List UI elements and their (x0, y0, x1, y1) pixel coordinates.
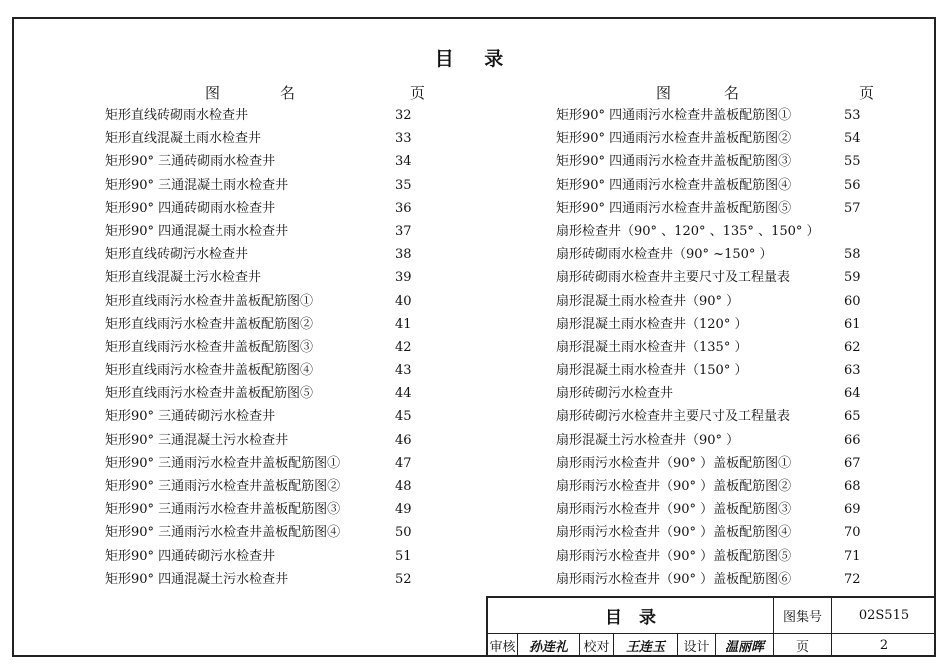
toc-entry-name: 矩形直线雨污水检查井盖板配筋图② (105, 316, 314, 332)
toc-column-right (556, 82, 874, 591)
toc-entry (105, 290, 425, 313)
toc-entry-page: 57 (844, 200, 861, 216)
toc-entry-name: 扇形混凝土污水检查井（90° ） (556, 432, 740, 448)
toc-entry-name: 矩形90° 三通雨污水检查井盖板配筋图① (105, 455, 341, 471)
toc-entry (105, 405, 425, 428)
toc-entry-name: 矩形直线雨污水检查井盖板配筋图④ (105, 363, 314, 379)
toc-entry-page: 67 (844, 455, 861, 471)
toc-entry (105, 475, 425, 498)
toc-entry-page: 41 (395, 316, 412, 332)
toc-entry (556, 290, 874, 313)
toc-entry-page: 49 (395, 502, 412, 518)
toc-entry-page: 35 (395, 177, 412, 193)
toc-entry (105, 359, 425, 382)
toc-entry-page: 68 (844, 479, 861, 494)
toc-entry-page: 53 (844, 108, 861, 123)
check-label: 校对 (580, 634, 614, 657)
toc-entry (105, 568, 425, 591)
toc-entry-name: 扇形砖砌污水检查井主要尺寸及工程量表 (556, 409, 791, 425)
toc-entry-page: 48 (395, 479, 412, 494)
toc-entry-name: 矩形直线砖砌污水检查井 (105, 247, 249, 263)
atlas-number-label: 图集号 (774, 598, 832, 634)
atlas-number: 02S515 (832, 598, 936, 634)
toc-entry (105, 174, 425, 197)
design-label: 设计 (678, 634, 716, 657)
toc-entry-name: 扇形雨污水检查井（90° ）盖板配筋图⑥ (556, 571, 792, 587)
toc-entry-name: 矩形90° 四通砖砌污水检查井 (105, 548, 276, 564)
header-page: 页 (858, 84, 874, 102)
check-signature: 王连玉 (614, 634, 678, 657)
toc-entry (105, 336, 425, 359)
toc-entry (556, 452, 874, 475)
toc-entry (556, 313, 874, 336)
toc-entry-name: 扇形砖砌雨水检查井主要尺寸及工程量表 (556, 270, 791, 286)
column-header (105, 82, 425, 104)
toc-entry-name: 矩形90° 四通砖砌雨水检查井 (105, 200, 276, 216)
title-block (486, 596, 936, 657)
toc-entry-name: 矩形90° 四通混凝土污水检查井 (105, 571, 289, 587)
toc-entry (556, 150, 874, 173)
toc-entry-page: 65 (844, 409, 861, 425)
toc-entry-name: 矩形90° 三通砖砌污水检查井 (105, 409, 276, 425)
toc-entry-page: 32 (395, 108, 412, 123)
toc-entry-page: 52 (395, 571, 412, 587)
toc-entry-page: 34 (395, 154, 412, 170)
toc-entry-page: 39 (395, 270, 412, 286)
header-name-char-2: 名 (724, 84, 740, 102)
toc-entry (105, 243, 425, 266)
toc-entry-page: 43 (395, 363, 412, 379)
toc-entry (556, 220, 874, 243)
toc-entry (556, 568, 874, 591)
title-block-title: 目 录 (488, 598, 774, 634)
toc-entry-name: 扇形雨污水检查井（90° ）盖板配筋图① (556, 455, 792, 471)
toc-entry (556, 498, 874, 521)
toc-entry-name: 矩形直线混凝土雨水检查井 (105, 131, 262, 147)
toc-entry-name: 扇形雨污水检查井（90° ）盖板配筋图④ (556, 525, 792, 541)
toc-entry-name: 扇形混凝土雨水检查井（90° ） (556, 293, 740, 309)
toc-entry (105, 197, 425, 220)
toc-entry-name: 矩形直线雨污水检查井盖板配筋图① (105, 293, 314, 309)
toc-entry-name: 扇形砖砌雨水检查井（90° ~150° ） (556, 247, 773, 263)
toc-entry-page: 60 (844, 293, 861, 309)
toc-entry (105, 452, 425, 475)
toc-entry (556, 243, 874, 266)
toc-entry-page: 42 (395, 339, 412, 355)
toc-list-left (105, 104, 425, 591)
page-number: 2 (879, 638, 889, 653)
toc-entry-name: 矩形90° 四通雨污水检查井盖板配筋图⑤ (556, 200, 792, 216)
review-label: 审核 (488, 634, 518, 657)
toc-entry-page: 69 (844, 502, 861, 518)
toc-entry-page: 44 (395, 386, 412, 402)
toc-entry-name: 扇形砖砌污水检查井 (556, 386, 674, 402)
toc-entry-name: 矩形90° 四通雨污水检查井盖板配筋图① (556, 108, 792, 123)
header-name-char-1: 图 (205, 84, 221, 102)
toc-entry-name: 扇形混凝土雨水检查井（150° ） (556, 363, 748, 379)
toc-entry (556, 475, 874, 498)
toc-entry (556, 521, 874, 544)
toc-entry (556, 266, 874, 289)
toc-entry-name: 矩形直线混凝土污水检查井 (105, 270, 262, 286)
toc-entry-name: 扇形雨污水检查井（90° ）盖板配筋图② (556, 479, 792, 494)
toc-entry (105, 150, 425, 173)
toc-entry-name: 矩形90° 四通混凝土雨水检查井 (105, 223, 289, 239)
design-signature: 温丽晖 (716, 634, 774, 657)
toc-entry-name: 矩形90° 三通砖砌雨水检查井 (105, 154, 276, 170)
toc-entry (105, 382, 425, 405)
toc-entry-page: 59 (844, 270, 861, 286)
toc-entry (556, 405, 874, 428)
toc-entry-name: 矩形90° 三通雨污水检查井盖板配筋图④ (105, 525, 341, 541)
review-signature: 孙连礼 (518, 634, 580, 657)
toc-entry (105, 127, 425, 150)
column-header (556, 82, 874, 104)
toc-entry-page: 61 (844, 316, 861, 332)
toc-entry-page: 63 (844, 363, 861, 379)
toc-entry (556, 382, 874, 405)
toc-column-left (105, 82, 425, 591)
toc-entry-page: 51 (395, 548, 412, 564)
toc-entry-page: 47 (395, 455, 412, 471)
toc-entry-name: 扇形雨污水检查井（90° ）盖板配筋图⑤ (556, 548, 792, 564)
toc-entry (105, 429, 425, 452)
toc-entry-name: 矩形直线雨污水检查井盖板配筋图⑤ (105, 386, 314, 402)
toc-entry-name: 扇形混凝土雨水检查井（120° ） (556, 316, 748, 332)
header-name-char-1: 图 (656, 84, 672, 102)
toc-entry-page: 56 (844, 177, 861, 193)
toc-list-right (556, 104, 874, 591)
toc-entry (105, 313, 425, 336)
toc-entry (556, 359, 874, 382)
toc-entry-page: 50 (395, 525, 412, 541)
toc-entry-page: 64 (844, 386, 861, 402)
toc-entry-page: 66 (844, 432, 861, 448)
toc-entry-page: 70 (844, 525, 861, 541)
toc-entry (556, 127, 874, 150)
toc-entry-page: 62 (844, 339, 861, 355)
toc-entry-name: 扇形混凝土雨水检查井（135° ） (556, 339, 748, 355)
toc-entry (105, 521, 425, 544)
page-title: 目 录 (434, 48, 516, 70)
toc-entry (556, 197, 874, 220)
toc-entry-page: 36 (395, 200, 412, 216)
toc-entry-name: 矩形90° 四通雨污水检查井盖板配筋图③ (556, 154, 792, 170)
toc-entry-name: 矩形90° 四通雨污水检查井盖板配筋图② (556, 131, 792, 147)
toc-entry-name: 扇形雨污水检查井（90° ）盖板配筋图③ (556, 502, 792, 518)
header-name-char-2: 名 (280, 84, 296, 102)
toc-entry-page: 37 (395, 223, 412, 239)
toc-entry (556, 336, 874, 359)
toc-entry (105, 545, 425, 568)
toc-entry (105, 104, 425, 127)
toc-entry-name: 矩形90° 三通雨污水检查井盖板配筋图② (105, 479, 341, 494)
toc-entry-page: 45 (395, 409, 412, 425)
toc-entry-page: 72 (844, 571, 861, 587)
toc-entry-name: 矩形90° 四通雨污水检查井盖板配筋图④ (556, 177, 792, 193)
toc-entry-page: 40 (395, 293, 412, 309)
toc-entry-name: 矩形90° 三通混凝土雨水检查井 (105, 177, 289, 193)
toc-entry-page: 33 (395, 131, 412, 147)
toc-entry-name: 矩形90° 三通雨污水检查井盖板配筋图③ (105, 502, 341, 518)
toc-entry-page: 54 (844, 131, 861, 147)
toc-entry (556, 545, 874, 568)
toc-entry-name: 矩形直线雨污水检查井盖板配筋图③ (105, 339, 314, 355)
header-page: 页 (409, 84, 425, 102)
toc-entry (105, 220, 425, 243)
toc-entry-page: 46 (395, 432, 412, 448)
toc-entry-page: 58 (844, 247, 861, 263)
toc-entry-name: 扇形检查井（90° 、120° 、135° 、150° ） (556, 223, 820, 239)
toc-entry (556, 104, 874, 127)
toc-entry-name: 矩形直线砖砌雨水检查井 (105, 108, 249, 123)
toc-entry (556, 174, 874, 197)
toc-entry-page: 55 (844, 154, 861, 170)
toc-entry-page: 38 (395, 247, 412, 263)
toc-entry (105, 266, 425, 289)
page-label: 页 (774, 634, 832, 657)
toc-entry-name: 矩形90° 三通混凝土污水检查井 (105, 432, 289, 448)
toc-entry (556, 429, 874, 452)
toc-entry-page: 71 (844, 548, 861, 564)
toc-entry (105, 498, 425, 521)
